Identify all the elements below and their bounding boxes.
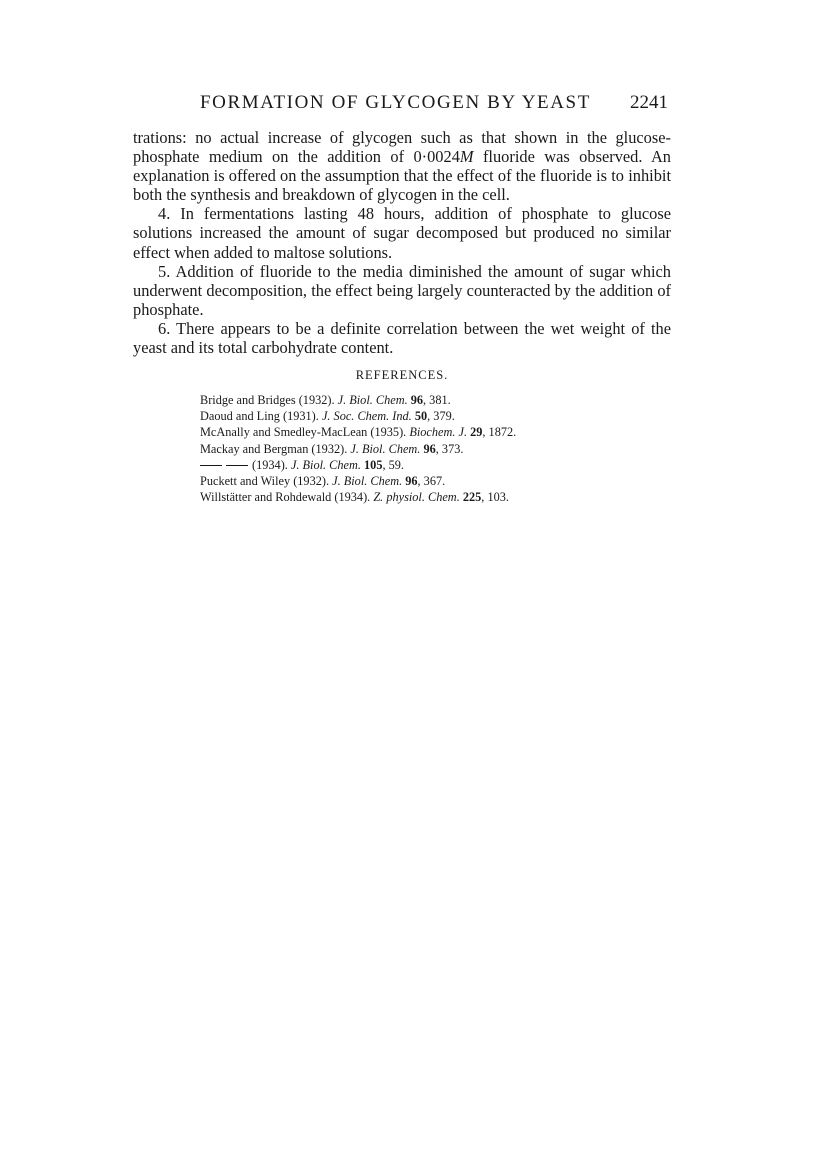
summary-item-6: 6. There appears to be a definite correlation between the wet weight of the yeast and its total carbohydrate content. bbox=[133, 318, 671, 358]
summary-text bbox=[133, 128, 671, 357]
reference-item: Puckett and Wiley (1932). J. Biol. Chem. 96, 367. bbox=[200, 474, 446, 489]
references-list bbox=[200, 392, 670, 505]
summary-item-5: 5. Addition of fluoride to the media diminished the amount of sugar which underwent decomposition, the effect being largely counteracted by the addition of phosphate. bbox=[133, 261, 671, 319]
summary-item-4: 4. In fermentations lasting 48 hours, addition of phosphate to glucose solutions increased the amount of sugar decomposed but produced no similar effect when added to maltose solutions. bbox=[133, 204, 671, 262]
reference-item: Mackay and Bergman (1932). J. Biol. Chem. 96, 373. bbox=[200, 441, 464, 456]
paragraph-text-a: trations: no actual increase of glycogen such as that shown in the glucose-phosphate medium on the addition of 0·0024 bbox=[133, 128, 671, 167]
ditto-dash bbox=[200, 465, 222, 466]
reference-item: Bridge and Bridges (1932). J. Biol. Chem. 96, 381. bbox=[200, 393, 451, 407]
ditto-dash bbox=[226, 465, 248, 466]
reference-item: Daoud and Ling (1931). J. Soc. Chem. Ind. 50, 379. bbox=[200, 409, 455, 424]
paragraph-continuation bbox=[133, 128, 671, 204]
reference-item: Willstätter and Rohdewald (1934). Z. physiol. Chem. 225, 103. bbox=[200, 490, 509, 505]
reference-item: McAnally and Smedley-MacLean (1935). Biochem. J. 29, 1872. bbox=[200, 425, 517, 440]
paragraph-text-b: fluoride was observed. An explanation is offered on the assumption that the effect of the fluoride is to inhibit both the synthesis and breakdown of glycogen in the cell. bbox=[133, 147, 671, 205]
reference-item: (1934). J. Biol. Chem. 105, 59. bbox=[200, 457, 670, 473]
references-heading: REFERENCES. bbox=[355, 368, 449, 382]
molarity-unit: M bbox=[459, 147, 474, 167]
running-title: FORMATION OF GLYCOGEN BY YEAST bbox=[200, 92, 591, 113]
page-number: 2241 bbox=[630, 92, 668, 113]
